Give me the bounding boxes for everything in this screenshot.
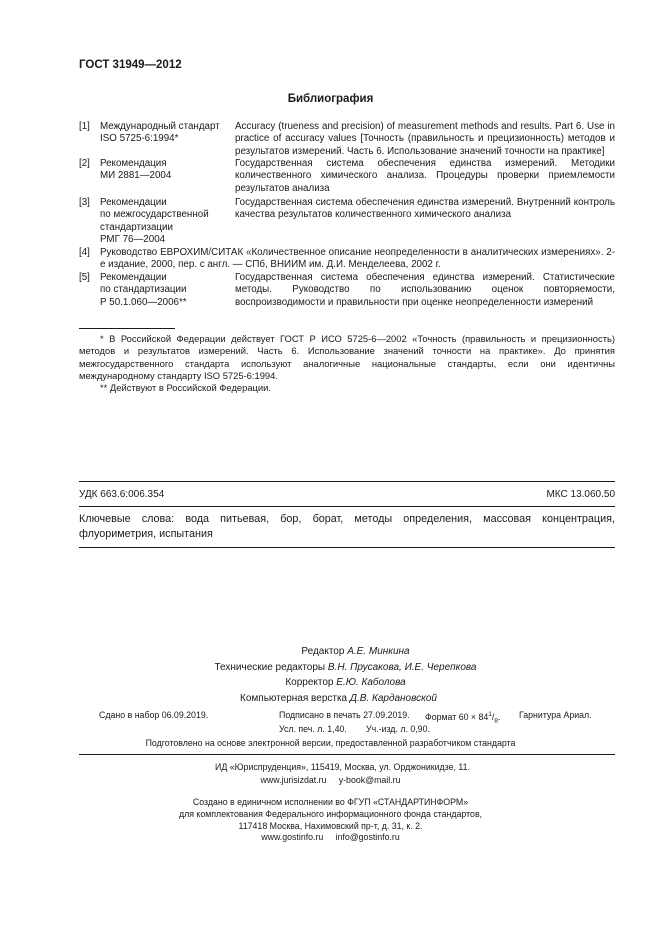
bibliography-entry <box>79 272 615 309</box>
imprint-signed: Подписано в печать 27.09.2019. <box>279 710 410 720</box>
imprint-font: Гарнитура Ариал. <box>519 710 592 720</box>
entry-text: Accuracy (trueness and precision) of measurement methods and results. Part 6. Use in practice of accuracy values [Точность (правильность и прецизионность) методов и результатов измерений. Часть 6. Использование значений точности на практике] <box>235 121 615 157</box>
entry-label: Рекомендация МИ 2881—2004 <box>100 158 172 182</box>
footnote-separator <box>79 328 175 329</box>
imprint-submitted: Сдано в набор 06.09.2019. <box>99 710 209 720</box>
footnote-1: * В Российской Федерации действует ГОСТ Р ИСО 5725-6—2002 «Точность (правильность и прецизионность) методов и результатов измерений. Часть 6. Использование значений точности на практике». До принятия межгосударственного стандарта используют аналогичные национальные стандарты, если они идентичны международному стандарту ISO 5725-6:1994. <box>79 333 615 381</box>
printer-line-1: Создано в единичном исполнении во ФГУП «СТАНДАРТИНФОРМ» <box>192 797 469 807</box>
printer-line-3: 117418 Москва, Нахимовский пр-т, д. 31, к. 2. <box>238 821 423 831</box>
imprint-prepared: Подготовлено на основе электронной версии, предоставленной разработчиком стандарта <box>145 738 516 748</box>
imprint-pub-sheets: Уч.-изд. л. 0,90. <box>366 724 430 734</box>
publisher-address: ИД «Юриспруденция», 115419, Москва, ул. Орджоникидзе, 11. <box>215 762 470 772</box>
entry-text: Государственная система обеспечения единства измерений. Методики количественного химического анализа. Процедуры проверки приемлемости результатов анализа <box>235 158 615 194</box>
mks-code: МКС 13.060.50 <box>546 489 615 500</box>
entry-number: [2] <box>79 158 90 169</box>
imprint-print-sheets: Усл. печ. л. 1,40. <box>279 724 347 734</box>
credit-layout: Компьютерная верстка Д.В. Кардановской <box>240 692 437 704</box>
entry-label: Рекомендации по стандартизации Р 50.1.060—2006** <box>100 272 187 308</box>
entry-number: [5] <box>79 272 90 283</box>
divider <box>79 481 615 482</box>
divider <box>79 506 615 507</box>
entry-label: Международный стандарт ISO 5725-6:1994* <box>100 121 220 145</box>
udk-code: УДК 663.6:006.354 <box>79 489 165 500</box>
printer-line-2: для комплектования Федерального информационного фонда стандартов, <box>178 809 483 819</box>
bibliography-entry <box>79 247 615 272</box>
entry-number: [4] <box>79 247 90 258</box>
publisher-contacts: www.jurisizdat.ru y-book@mail.ru <box>260 775 401 785</box>
imprint-format: Формат $60 \times 84^1/_8$. <box>425 711 501 725</box>
entry-text: Государственная система обеспечения единства измерений. Внутренний контроль качества результатов количественного химического анализа <box>235 197 615 221</box>
keywords: Ключевые слова: вода питьевая, бор, борат, методы определения, массовая концентрация, флуориметрия, испытания <box>79 513 615 540</box>
standard-id: ГОСТ 31949—2012 <box>79 59 182 71</box>
divider <box>79 754 615 755</box>
footnote-2: ** Действуют в Российской Федерации. <box>100 382 272 393</box>
bibliography-entry <box>79 158 615 195</box>
entry-text: Государственная система обеспечения единства измерений. Статистические методы. Руководство по использованию оценок повторяемости, воспроизводимости и правильности при оценке неопределенности измерений <box>235 272 615 308</box>
bibliography-entry <box>79 121 615 158</box>
divider <box>79 547 615 548</box>
bibliography-entry <box>79 197 615 247</box>
credit-tech-editors: Технические редакторы В.Н. Прусакова, И.Е. Черепкова <box>214 661 477 673</box>
entry-number: [3] <box>79 197 90 208</box>
entry-text: Руководство ЕВРОХИМ/СИТАК «Количественное описание неопределенности в аналитических измерениях». 2-е издание, 2000, пер. с англ. — СПб, ВНИИМ им. Д.И. Менделеева, 2002 г. <box>100 247 615 271</box>
entry-number: [1] <box>79 121 90 132</box>
bibliography-title: Библиография <box>287 93 374 105</box>
credits <box>0 644 661 706</box>
printer-contacts: www.gostinfo.ru info@gostinfo.ru <box>261 832 400 842</box>
entry-label: Рекомендации по межгосударственной стандартизации РМГ 76—2004 <box>100 197 209 245</box>
credit-corrector: Корректор Е.Ю. Каболова <box>285 677 406 688</box>
credit-editor: Редактор А.Е. Минкина <box>301 646 410 657</box>
